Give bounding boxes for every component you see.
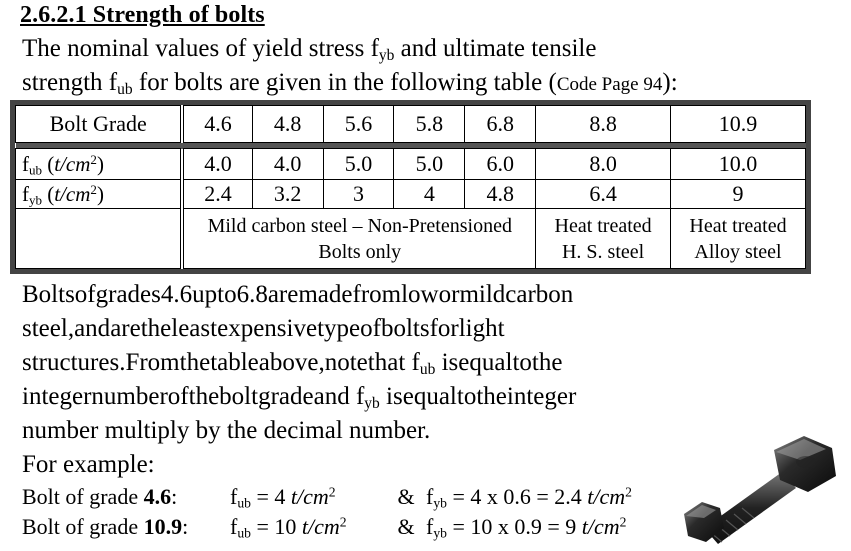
bolt-and-nut-icon bbox=[676, 432, 846, 550]
fyb-row bbox=[16, 180, 806, 209]
example-grade-10-9: Bolt of grade 10.9: $f_{ub} = 10$ $t/cm^2$ & $f_{yb} = 10$ x 0.9 = 9 $t/cm^2$ bbox=[22, 514, 627, 541]
fub-row bbox=[16, 149, 806, 180]
fub-value: 10.0 bbox=[671, 149, 806, 180]
fyb-value: 4.8 bbox=[465, 180, 536, 209]
for-example-label: For example: bbox=[22, 451, 155, 478]
body-line-5: number multiply by the decimal number. bbox=[22, 417, 431, 444]
bolt-grade-table-frame bbox=[10, 100, 811, 274]
section-heading: 2.6.2.1 Strength of bolts bbox=[20, 2, 265, 28]
bolt-grade-table bbox=[15, 105, 806, 269]
bolt-grade-label: Bolt Grade bbox=[16, 106, 183, 143]
word: ultimate bbox=[443, 35, 525, 62]
grade-cell: 10.9 bbox=[671, 106, 806, 143]
alloy-steel-note: Heat treated Alloy steel bbox=[671, 209, 806, 269]
grade-header-row bbox=[16, 106, 806, 143]
fyb-value: 2.4 bbox=[182, 180, 252, 209]
empty-cell bbox=[16, 209, 183, 269]
grade-cell: 6.8 bbox=[465, 106, 536, 143]
body-line-1: Boltsofgrades4.6upto6.8aremadefromlowormildcarbon bbox=[22, 281, 574, 308]
body-line-3: structures.Fromthetableabove,notethat $f_{ub}$ isequaltothe bbox=[22, 349, 563, 378]
fub-symbol: $f_{ub}$ bbox=[411, 349, 436, 378]
fyb-value: 4 bbox=[394, 180, 465, 209]
word: and bbox=[400, 35, 437, 62]
fub-value: 6.0 bbox=[465, 149, 536, 180]
mild-steel-note: Mild carbon steel – Non-Pretensioned Bolts only bbox=[182, 209, 535, 269]
fyb-symbol: $f_{yb}$ bbox=[370, 35, 395, 64]
grade-cell: 5.6 bbox=[323, 106, 394, 143]
grade-cell: 5.8 bbox=[394, 106, 465, 143]
word: of bbox=[225, 35, 247, 62]
fub-value: 4.0 bbox=[182, 149, 252, 180]
fub-value: 8.0 bbox=[536, 149, 671, 180]
body-line-4: integernumberoftheboltgradeand $f_{yb}$ isequaltotheinteger bbox=[22, 383, 577, 412]
word: yield bbox=[252, 35, 303, 62]
word: values bbox=[155, 35, 220, 62]
fub-value: 5.0 bbox=[394, 149, 465, 180]
hs-steel-note: Heat treated H. S. steel bbox=[536, 209, 671, 269]
fyb-value: 6.4 bbox=[536, 180, 671, 209]
fyb-value: 3.2 bbox=[252, 180, 323, 209]
grade-cell: 8.8 bbox=[536, 106, 671, 143]
fyb-label: $f_{yb}$ $(t/cm^2)$ bbox=[16, 180, 183, 209]
word: tensile bbox=[531, 35, 597, 62]
example-grade-4-6: Bolt of grade 4.6: $f_{ub} = 4$ $t/cm^2$ & $f_{yb} = 4$ x 0.6 = 2.4 $t/cm^2$ bbox=[22, 484, 632, 511]
intro-paragraph bbox=[22, 32, 808, 102]
fub-value: 4.0 bbox=[252, 149, 323, 180]
body-line-2: steel,andaretheleastexpensivetypeofboltsforlight bbox=[22, 315, 505, 342]
fub-value: 5.0 bbox=[323, 149, 394, 180]
word: nominal bbox=[67, 35, 150, 62]
grade-cell: 4.8 bbox=[252, 106, 323, 143]
word: stress bbox=[308, 35, 365, 62]
fyb-value: 9 bbox=[671, 180, 806, 209]
grade-cell: 4.6 bbox=[182, 106, 252, 143]
steel-type-row bbox=[16, 209, 806, 269]
intro-line-2: strength $f_{ub}$ for bolts are given in the following table (Code Page 94): bbox=[22, 69, 678, 98]
fyb-symbol: $f_{yb}$ bbox=[355, 383, 380, 412]
fub-label: $f_{ub}$ $(t/cm^2)$ bbox=[16, 149, 183, 180]
word: The bbox=[22, 35, 61, 62]
intro-line-1 bbox=[22, 32, 808, 66]
fyb-value: 3 bbox=[323, 180, 394, 209]
